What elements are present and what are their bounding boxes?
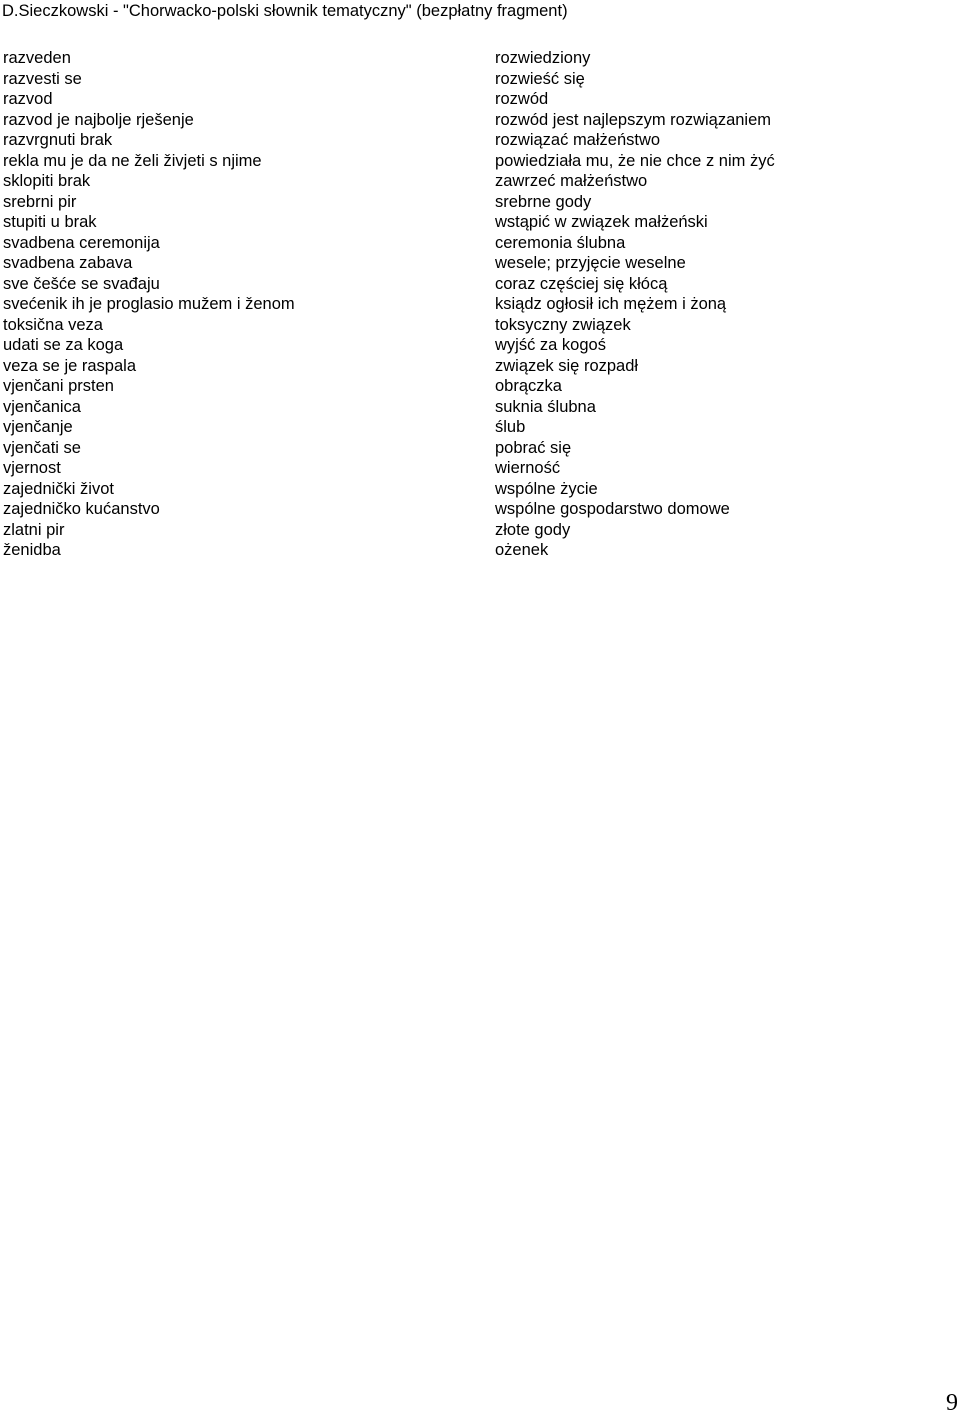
croatian-term: veza se je raspala	[3, 356, 136, 375]
croatian-term: zlatni pir	[3, 520, 65, 539]
polish-translation: wyjść za kogoś	[495, 336, 606, 354]
croatian-term: vjenčani prsten	[3, 377, 114, 395]
polish-translation: rozwiedziony	[495, 49, 591, 67]
croatian-term: vjenčanje	[3, 418, 73, 436]
polish-translation: rozwieść się	[495, 69, 585, 88]
croatian-term: rekla mu je da ne želi živjeti s njime	[3, 151, 262, 170]
croatian-term: vjenčati se	[3, 438, 81, 457]
polish-translation: związek się rozpadł	[495, 356, 639, 375]
croatian-term: razvrgnuti brak	[3, 131, 113, 149]
croatian-term: sve češće se svađaju	[3, 274, 160, 293]
polish-translation: powiedziała mu, że nie chce z nim żyć	[495, 151, 775, 170]
polish-translation: wesele; przyjęcie weselne	[495, 254, 686, 272]
polish-translation: złote gody	[495, 520, 571, 539]
polish-translation: suknia ślubna	[495, 397, 596, 416]
croatian-term: ženidba	[3, 541, 61, 559]
polish-translation: ślub	[495, 418, 526, 436]
polish-translation: rozwód	[495, 90, 549, 108]
croatian-term: sklopiti brak	[3, 172, 91, 190]
polish-translation: coraz częściej się kłócą	[495, 274, 668, 293]
polish-translation: zawrzeć małżeństwo	[495, 172, 648, 190]
polish-translation: srebrne gody	[495, 192, 592, 211]
croatian-term: svadbena zabava	[3, 254, 133, 272]
croatian-term: svadbena ceremonija	[3, 233, 160, 252]
croatian-term: toksična veza	[3, 315, 103, 334]
polish-translations-column	[495, 48, 775, 561]
polish-translation: pobrać się	[495, 438, 572, 457]
polish-translation: obrączka	[495, 377, 562, 395]
polish-translation: toksyczny związek	[495, 315, 631, 334]
croatian-term: razvod	[3, 90, 53, 108]
croatian-term: vjenčanica	[3, 397, 81, 416]
polish-translation: wspólne gospodarstwo domowe	[495, 500, 730, 518]
croatian-term: razvesti se	[3, 69, 82, 88]
polish-translation: ksiądz ogłosił ich mężem i żoną	[495, 295, 727, 313]
croatian-term: razvod je najbolje rješenje	[3, 110, 194, 129]
croatian-term: vjernost	[3, 459, 61, 477]
croatian-term: srebrni pir	[3, 192, 77, 211]
polish-translation: ceremonia ślubna	[495, 233, 626, 252]
croatian-term: zajednički život	[3, 479, 114, 498]
croatian-term: udati se za koga	[3, 336, 124, 354]
polish-translation: rozwiązać małżeństwo	[495, 131, 661, 149]
polish-translation: wstąpić w związek małżeński	[495, 213, 708, 231]
croatian-term: razveden	[3, 49, 71, 67]
croatian-term: stupiti u brak	[3, 213, 97, 231]
croatian-term: zajedničko kućanstvo	[3, 500, 160, 518]
polish-translation: wspólne życie	[495, 479, 598, 498]
page-number: 9	[946, 1390, 958, 1416]
polish-translation: wierność	[495, 459, 561, 477]
croatian-term: svećenik ih je proglasio mužem i ženom	[3, 295, 295, 313]
polish-translation: ożenek	[495, 541, 549, 559]
polish-translation: rozwód jest najlepszym rozwiązaniem	[495, 110, 772, 129]
page-title: D.Sieczkowski - "Chorwacko-polski słownik tematyczny" (bezpłatny fragment)	[2, 2, 568, 20]
croatian-terms-column	[3, 48, 295, 561]
